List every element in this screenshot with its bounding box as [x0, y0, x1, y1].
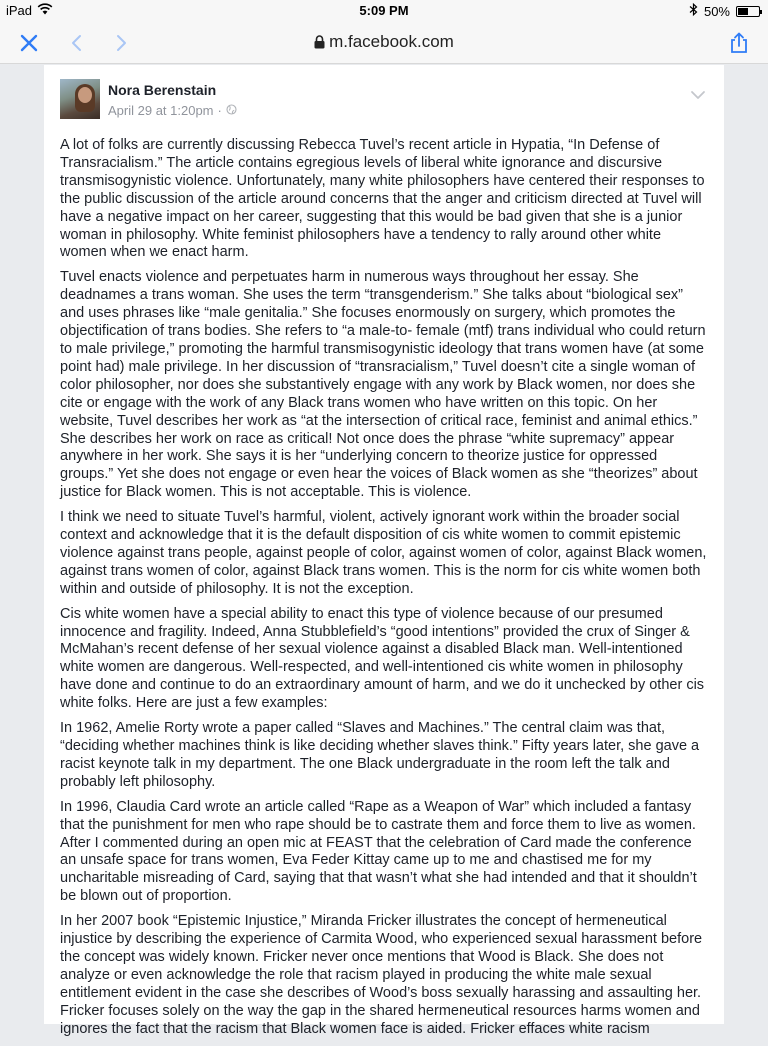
post-paragraph: In 1962, Amelie Rorty wrote a paper called “Slaves and Machines.” The central claim was that, “deciding whether machines think is like deciding whether slaves think.” Fifty years later, she gave a racist keynote talk in my department. The one Black undergraduate in the room left the talk and probably left philosophy.	[60, 720, 700, 790]
share-button[interactable]	[724, 28, 754, 58]
post-paragraph: In her 2007 book “Epistemic Injustice,” Miranda Fricker illustrates the concept of hermeneutical injustice by describing the experience of Carmita Wood, who experienced sexual harassment before the concept was widely known. Fricker never once mentions that Wood is Black. She does not analyze or even acknowledge the role that racism played in producing the white male sexual entitlement evident in the case she describes of Wood’s boss sexually harassing and assaulting her. Fricker focuses solely on the way the gap in the shared hermeneutical resources harms women and ignores the fact that the racism that Black women face is aided. Fricker effaces white racism	[60, 913, 703, 1037]
post-card	[44, 65, 724, 1037]
lock-icon	[314, 34, 325, 54]
chevron-down-icon	[690, 90, 706, 100]
status-bar	[0, 0, 768, 22]
status-right	[689, 3, 760, 19]
post-options-button[interactable]	[690, 87, 706, 105]
avatar[interactable]	[60, 79, 100, 119]
avatar-face	[78, 87, 92, 103]
browser-nav-bar	[0, 22, 768, 64]
meta-separator: ·	[217, 103, 222, 118]
post-paragraph: Tuvel enacts violence and perpetuates harm in numerous ways throughout her essay. She deadnames a trans woman. She uses the term “transgenderism.” She talks about “biological sex” and uses phrases like “male genitalia.” She focuses enormously on surgery, which promotes the objectification of trans bodies. She refers to “a male-to- female (mtf) trans individual who could return to male privilege,” promoting the harmful transmisogynistic ideology that trans women have (at some point had) male privilege. In her discussion of “transracialism,” Tuvel doesn’t cite a single woman of color philosopher, nor does she substantively engage with any work by Black women, nor does she cite or engage with the work of any Black trans women who have written on this topic. On her website, Tuvel describes her work as “at the intersection of critical race, feminist and animal ethics.” She describes her work on race as critical! Not once does the phrase “white supremacy” appear anywhere in her work. She says it is her “underlying concern to theorize justice for oppressed groups.” Yet she does not engage or even hear the voices of Black women as she “theorizes” about justice for Black women. This is not acceptable. This is violence.	[60, 269, 706, 501]
post-paragraph: A lot of folks are currently discussing Rebecca Tuvel’s recent article in Hypatia, “In Defense of Transracialism.” The article contains egregious levels of liberal white ignorance and discursive transmisogynistic violence. Unfortunately, many white philosophers have centered their responses to the public discussion of the article around concerns that the anger and criticism directed at Tuvel will have a negative impact on her career, suggesting that this would be bad given that she is a junior woman in philosophy. White feminist philosophers have a tendency to rally around other white women when we enact harm.	[60, 137, 705, 261]
author-name[interactable]: Nora Berenstain	[108, 82, 217, 98]
post-timestamp[interactable]: April 29 at 1:20pm	[108, 103, 214, 118]
post-meta	[108, 103, 237, 118]
device-name: iPad	[6, 3, 33, 18]
post-header	[60, 79, 708, 123]
battery-fill	[738, 8, 748, 15]
post-paragraph: In 1996, Claudia Card wrote an article called “Rape as a Weapon of War” which included a fantasy that the punishment for men who rape should be to castrate them and force them to live as women. After I commented during an open mic at FEAST that the celebration of Card made the conference an unsafe space for trans women, Eva Feder Kittay came up to me and chastised me for my uncharitable misreading of Card, saying that that wasn’t what she had intended and that it shouldn’t be blown out of proportion.	[60, 798, 697, 905]
url-text: m.facebook.com	[329, 32, 454, 51]
share-icon	[729, 32, 749, 54]
globe-icon	[226, 103, 237, 118]
battery-icon	[736, 6, 760, 17]
battery-percent: 50%	[703, 3, 730, 19]
address-bar[interactable]	[0, 32, 768, 54]
post-paragraph: Cis white women have a special ability to enact this type of violence because of our presumed innocence and fragility. Indeed, Anna Stubblefield’s “good intentions” provided the crux of Singer & McMahan’s recent defense of her sexual violence against a disabled Black man. Well-intentioned white women are dangerous. Well-respected, and well-intentioned cis white women in philosophy have done and continue to do an extraordinary amount of harm, and we do it unchecked by other cis white folks. Here are just a few examples:	[60, 605, 705, 712]
post-paragraph: I think we need to situate Tuvel’s harmful, violent, actively ignorant work within the broader social context and acknowledge that it is the default disposition of cis white women to commit epistemic violence against trans people, against people of color, against women of color, against Black women, against trans women of color, against Black trans women. This is the norm for cis white women both within and outside of philosophy. It is not the exception.	[60, 509, 707, 597]
bluetooth-icon	[689, 3, 698, 19]
post-body	[60, 137, 710, 1046]
clock: 5:09 PM	[359, 3, 409, 18]
